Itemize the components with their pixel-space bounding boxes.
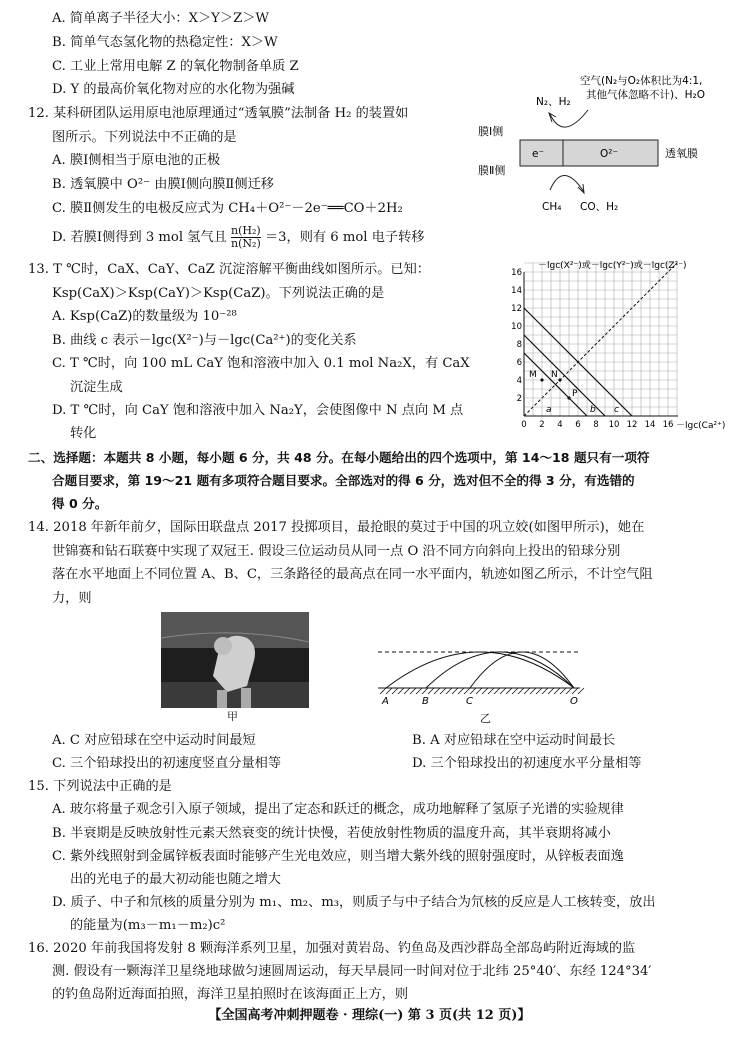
y-tick-label: 10: [511, 322, 522, 332]
hatch-mark: [458, 688, 464, 694]
q15-stem: 15. 下列说法中正确的是: [28, 779, 172, 794]
q13-stem-2: Ksp(CaX)＞Ksp(CaY)＞Ksp(CaZ)。下列说法正确的是: [52, 286, 385, 301]
q13-xticks: [521, 420, 673, 430]
hatch-mark: [536, 688, 542, 694]
q12-fraction: [231, 225, 261, 250]
hatch-mark: [548, 688, 554, 694]
hatch-mark: [422, 688, 428, 694]
hatch-mark: [434, 688, 440, 694]
q16-stem-3: 的钓鱼岛附近海面拍照，海洋卫星拍照时在该海面正上方，则: [52, 987, 409, 1002]
q14-stem-2: 世锦赛和钻石联赛中实现了双冠王. 假设三位运动员从同一点 O 沿不同方向斜向上投出的铅球分别: [52, 544, 621, 559]
y-tick-label: 12: [511, 304, 522, 314]
q13-chart: [510, 256, 735, 436]
q14-stem-4: 力，则: [52, 591, 92, 606]
y-tick-label: 4: [516, 376, 522, 386]
q13-option-c-1: C. T ℃时，向 100 mL CaY 饱和溶液中加入 0.1 mol Na₂X，有 CaX: [52, 356, 470, 371]
q14-option-b: B. A 对应铅球在空中运动时间最长: [412, 733, 616, 748]
photo-athlete-head: [214, 637, 232, 655]
q13-chart-ylabel: －lgc(X²⁻)或－lgc(Y²⁻)或－lgc(Z²⁻): [538, 261, 687, 271]
q16-stem-1: 16. 2020 年前我国将发射 8 颗海洋系列卫星，加强对黄岩岛、钓鱼岛及西沙群岛全部岛屿附近海域的监: [28, 941, 636, 956]
q14-fig-yi: 乙: [480, 712, 491, 725]
fig12-side2: 膜Ⅱ侧: [478, 164, 506, 177]
q14-point-o: O: [570, 696, 578, 707]
hatch-mark: [560, 688, 566, 694]
hatch-mark: [566, 688, 572, 694]
q13-point-n-marker: [558, 378, 561, 381]
hatch-mark: [386, 688, 392, 694]
fig12-membrane-label: 透氧膜: [665, 147, 698, 160]
hatch-mark: [440, 688, 446, 694]
hatch-mark: [494, 688, 500, 694]
q12-membrane-figure: [470, 70, 732, 218]
x-tick-label: 8: [593, 420, 599, 430]
fig12-air-label-1: 空气(N₂与O₂体积比为4:1,: [580, 75, 703, 87]
section2-line-1: 二、选择题：本题共 8 小题，每小题 6 分，共 48 分。在每小题给出的四个选项中，第 14～18 题只有一项符: [28, 450, 650, 465]
hatch-mark: [512, 688, 518, 694]
q12-option-d-pre: D. 若膜Ⅰ侧得到 3 mol 氢气且: [52, 230, 227, 245]
fig12-n2h2: N₂、H₂: [536, 96, 571, 108]
hatch-mark: [392, 688, 398, 694]
hatch-mark: [524, 688, 530, 694]
x-tick-label: 12: [626, 420, 638, 430]
q14-trajectory-figure: [372, 640, 587, 715]
q15-option-b: B. 半衰期是反映放射性元素天然衰变的统计快慢，若使放射性物质的温度升高，其半衰期将减小: [52, 826, 611, 841]
photo-athlete-leg2: [241, 688, 251, 708]
hatch-mark: [464, 688, 470, 694]
q14-path-a: [386, 652, 574, 688]
q12-option-d: [52, 225, 424, 250]
x-tick-label: 4: [557, 420, 563, 430]
hatch-mark: [428, 688, 434, 694]
q11-option-c: C. 工业上常用电解 Z 的氧化物制备单质 Z: [52, 59, 299, 74]
q13-point-p-marker: [567, 396, 570, 399]
fig12-top-arc: [550, 110, 588, 127]
y-tick-label: 8: [516, 340, 522, 350]
q12-option-a: A. 膜Ⅰ侧相当于原电池的正极: [52, 153, 221, 168]
q13-point-m-marker: [540, 378, 543, 381]
hatch-mark: [518, 688, 524, 694]
fig12-electron: e⁻: [532, 148, 545, 160]
hatch-mark: [506, 688, 512, 694]
hatch-mark: [404, 688, 410, 694]
q13-point-m: M: [529, 370, 537, 380]
fig12-oxide-ion: O²⁻: [600, 148, 619, 160]
fig12-air-label-2: 其他气体忽略不计)、H₂O: [586, 89, 705, 101]
photo-athlete-leg: [217, 690, 227, 708]
hatch-mark: [398, 688, 404, 694]
hatch-mark: [410, 688, 416, 694]
fig12-bottom-arc: [550, 175, 584, 192]
q14-path-b: [426, 652, 574, 688]
q15-option-a: A. 玻尔将量子观念引入原子领域，提出了定态和跃迁的概念，成功地解释了氢原子光谱的实验规律: [52, 802, 624, 817]
x-tick-label: 0: [521, 420, 527, 430]
hatch-mark: [554, 688, 560, 694]
q12-stem-1: 12. 某科研团队运用原电池原理通过“透氧膜”法制备 H₂ 的装置如: [28, 106, 409, 121]
q14-option-d: D. 三个铅球投出的初速度水平分量相等: [412, 756, 642, 771]
y-tick-label: 6: [516, 358, 522, 368]
q14-fig-jia: 甲: [227, 710, 238, 723]
hatch-mark: [542, 688, 548, 694]
hatch-mark: [488, 688, 494, 694]
hatch-mark: [452, 688, 458, 694]
x-tick-label: 14: [644, 420, 656, 430]
q14-point-b: B: [422, 696, 429, 707]
q15-option-d-2: 的能量为(m₃－m₁－m₂)c²: [70, 918, 226, 933]
fig12-coh2: CO、H₂: [580, 201, 619, 213]
y-tick-label: 14: [511, 286, 522, 296]
q11-option-b: B. 简单气态氢化物的热稳定性：X＞W: [52, 35, 278, 50]
y-tick-label: 16: [511, 268, 522, 278]
q12-option-c: C. 膜Ⅱ侧发生的电极反应式为 CH₄＋O²⁻－2e⁻══CO＋2H₂: [52, 201, 403, 216]
hatch-mark: [500, 688, 506, 694]
q12-option-d-post: ＝3，则有 6 mol 电子转移: [264, 230, 425, 245]
q14-path-c: [470, 652, 574, 688]
page-footer: 【全国高考冲刺押题卷 · 理综(一) 第 3 页(共 12 页)】: [208, 1008, 531, 1023]
hatch-mark: [470, 688, 476, 694]
y-tick-label: 2: [516, 394, 522, 404]
hatch-mark: [482, 688, 488, 694]
q12-stem-2: 图所示。下列说法中不正确的是: [52, 130, 237, 145]
q13-curve-label-b: b: [590, 405, 596, 415]
q14-point-a: A: [382, 696, 389, 707]
q15-option-d-1: D. 质子、中子和氘核的质量分别为 m₁、m₂、m₃，则质子与中子结合为氘核的反应是人工核转变，放出: [52, 895, 656, 910]
x-tick-label: 10: [608, 420, 620, 430]
q13-stem-1: 13. T ℃时，CaX、CaY、CaZ 沉淀溶解平衡曲线如图所示。已知：: [28, 262, 430, 277]
q12-option-b: B. 透氧膜中 O²⁻ 由膜Ⅰ侧向膜Ⅱ侧迁移: [52, 177, 274, 192]
hatch-mark: [578, 688, 584, 694]
q14-stem-1: 14. 2018 年新年前夕，国际田联盘点 2017 投掷项目，最抢眼的莫过于中国的巩立姣(如图甲所示)，她在: [28, 520, 645, 535]
x-tick-label: 16: [662, 420, 674, 430]
q13-curve-label-c: c: [614, 405, 619, 415]
q13-yticks: [511, 268, 522, 404]
q13-option-d-2: 转化: [70, 426, 97, 441]
x-tick-label: 2: [539, 420, 545, 430]
q13-option-b: B. 曲线 c 表示－lgc(X²⁻)与－lgc(Ca²⁺)的变化关系: [52, 333, 357, 348]
section2-line-2: 合题目要求，第 19～21 题有多项符合题目要求。全部选对的得 6 分，选对但不全的得 3 分，有选错的: [52, 473, 635, 488]
q13-chart-xlabel: －lgc(Ca²⁺): [676, 421, 726, 431]
hatch-mark: [446, 688, 452, 694]
x-tick-label: 6: [575, 420, 581, 430]
hatch-mark: [530, 688, 536, 694]
q14-photo-shotput: [161, 612, 309, 708]
fig12-ch4: CH₄: [542, 201, 562, 213]
q16-stem-2: 测. 假设有一颗海洋卫星绕地球做匀速圆周运动，每天早晨同一时间对位于北纬 25°40′、东经 124°34′: [52, 964, 652, 979]
q13-point-n: N: [551, 370, 558, 380]
q14-ground-hatch: [380, 688, 584, 694]
hatch-mark: [572, 688, 578, 694]
q13-option-d-1: D. T ℃时，向 CaY 饱和溶液中加入 Na₂Y，会使图像中 N 点向 M 点: [52, 403, 464, 418]
q13-dashed-line: [524, 263, 677, 416]
q12-fraction-num: n(H₂): [231, 224, 261, 237]
q14-option-c: C. 三个铅球投出的初速度竖直分量相等: [52, 756, 282, 771]
hatch-mark: [380, 688, 386, 694]
q14-point-c: C: [466, 696, 473, 707]
q12-fraction-den: n(N₂): [231, 237, 261, 250]
q14-stem-3: 落在水平地面上不同位置 A、B、C，三条路径的最高点在同一水平面内，轨迹如图乙所示，不计空气阻: [52, 567, 653, 582]
section2-line-3: 得 0 分。: [52, 496, 108, 511]
q14-option-a: A. C 对应铅球在空中运动时间最短: [52, 733, 256, 748]
hatch-mark: [476, 688, 482, 694]
q13-curve-label-a: a: [546, 405, 552, 415]
q11-option-d: D. Y 的最高价氧化物对应的水化物为强碱: [52, 82, 295, 97]
q13-point-p: P: [572, 389, 578, 399]
q13-option-a: A. Ksp(CaZ)的数量级为 10⁻²⁸: [52, 309, 237, 324]
q11-option-a: A. 简单离子半径大小：X＞Y＞Z＞W: [52, 11, 269, 26]
fig12-side1: 膜Ⅰ侧: [478, 125, 504, 138]
q13-option-c-2: 沉淀生成: [70, 380, 123, 395]
q15-option-c-2: 出的光电子的最大初动能也随之增大: [70, 872, 281, 887]
hatch-mark: [416, 688, 422, 694]
q15-option-c-1: C. 紫外线照射到金属锌板表面时能够产生光电效应，则当增大紫外线的照射强度时，从锌板表面逸: [52, 849, 624, 864]
